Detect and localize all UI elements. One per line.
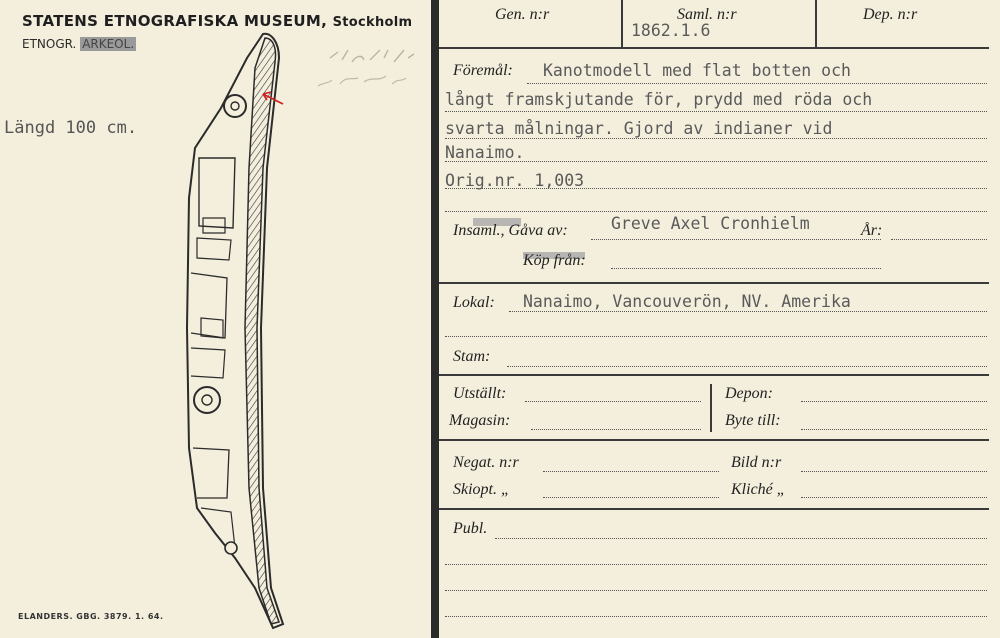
object-line-1: Kanotmodell med flat botten och [543, 61, 851, 80]
locality-value: Nanaimo, Vancouverön, NV. Amerika [523, 292, 851, 311]
publication-label: Publ. [453, 520, 488, 537]
canoe-model-drawing [175, 28, 295, 633]
bought-dots [611, 268, 881, 269]
tribe-dots [507, 366, 987, 367]
magazine-dots [531, 429, 701, 430]
exhibited-label: Utställt: [453, 385, 507, 402]
department-struck: ARKEOL. [82, 37, 135, 51]
donor-dots [591, 239, 881, 240]
publication-dots-1 [495, 538, 987, 539]
object-line-3: svarta målningar. Gjord av indianer vid [445, 119, 833, 138]
saml-number-value: 1862.1.6 [631, 21, 711, 40]
year-label: År: [861, 222, 883, 239]
header-separator-1 [621, 0, 623, 48]
sketch-dots [543, 497, 719, 498]
object-line-4: Nanaimo. [445, 143, 525, 162]
negative-number-label: Negat. n:r [453, 454, 519, 471]
publication-dots-3 [445, 590, 987, 591]
object-dots-4 [445, 161, 987, 162]
object-dots-5 [445, 188, 987, 189]
donor-label: Insaml., Gåva av: [453, 222, 568, 239]
negative-dots [543, 471, 719, 472]
dep-number-label: Dep. n:r [863, 6, 918, 23]
deposit-label: Depon: [725, 385, 773, 402]
saml-number-label: Saml. n:r [677, 6, 737, 23]
locality-label: Lokal: [453, 294, 495, 311]
object-dots-1 [527, 83, 987, 84]
photo-rule [439, 508, 989, 510]
museum-name: STATENS ETNOGRAFISKA MUSEUM, [22, 12, 328, 30]
tribe-rule [439, 374, 989, 376]
header-separator-2 [815, 0, 817, 48]
department-prefix: ETNOGR. [22, 37, 77, 51]
original-number: Orig.nr. 1,003 [445, 171, 585, 190]
donor-value: Greve Axel Cronhielm [611, 214, 810, 233]
pencil-note-drawing [300, 40, 430, 100]
year-dots [891, 239, 987, 240]
object-dots-6 [445, 211, 987, 212]
storage-rule [439, 439, 989, 441]
header-rule [439, 47, 989, 49]
magazine-label: Magasin: [449, 412, 511, 429]
image-number-label: Bild n:r [731, 454, 782, 471]
image-dots [801, 471, 987, 472]
deposit-dots [801, 401, 987, 402]
publication-dots-2 [445, 564, 987, 565]
object-dots-3 [445, 138, 987, 139]
sketch-label: Skiopt. „ [453, 481, 510, 498]
publication-dots-4 [445, 616, 987, 617]
locality-dots-2 [445, 336, 987, 337]
catalog-form [439, 0, 1000, 638]
object-length: Längd 100 cm. [4, 118, 138, 138]
locality-dots [509, 311, 987, 312]
cliche-dots [801, 497, 987, 498]
exchange-dots [801, 429, 987, 430]
storage-separator [710, 384, 712, 432]
object-line-2: långt framskjutande för, prydd med röda och [445, 90, 873, 109]
card-divider [431, 0, 439, 638]
tribe-label: Stam: [453, 348, 491, 365]
exchange-label: Byte till: [725, 412, 781, 429]
object-label: Föremål: [453, 62, 513, 79]
donor-rule [439, 282, 989, 284]
bought-from-label: Köp från: [523, 252, 586, 269]
cliche-label: Kliché „ [731, 481, 786, 498]
exhibited-dots [525, 401, 701, 402]
museum-city: Stockholm [332, 15, 413, 30]
gen-number-label: Gen. n:r [495, 6, 550, 23]
object-dots-2 [445, 111, 987, 112]
printer-mark: ELANDERS. GBG. 3879. 1. 64. [18, 612, 164, 621]
department-line [22, 37, 136, 51]
